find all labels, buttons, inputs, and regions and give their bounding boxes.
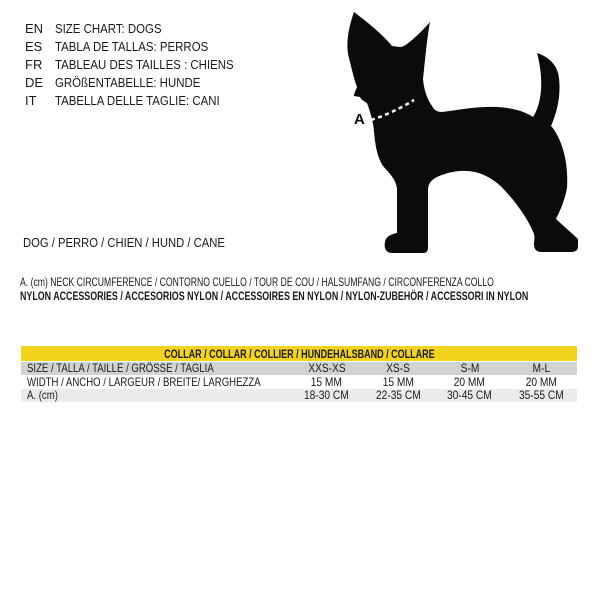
language-code: ES xyxy=(25,38,43,54)
language-code: FR xyxy=(25,56,43,72)
language-row-fr xyxy=(25,55,258,73)
language-label: GRÖßENTABELLE: HUNDE xyxy=(55,74,201,90)
language-code: EN xyxy=(25,20,44,36)
language-label: TABELLA DELLE TAGLIE: CANI xyxy=(55,92,220,108)
table-cell: 15 MM xyxy=(382,374,414,389)
table-cell: XXS-XS xyxy=(308,361,346,376)
table-row-neck xyxy=(21,388,577,402)
size-table-header xyxy=(21,346,577,361)
row-label: SIZE / TALLA / TAILLE / GRÖSSE / TAGLIA xyxy=(27,361,214,376)
table-cell: 20 MM xyxy=(525,374,557,389)
table-row-width xyxy=(21,375,577,389)
species-caption-text: DOG / PERRO / CHIEN / HUND / CANE xyxy=(23,236,225,250)
dog-body-shape xyxy=(347,12,578,253)
table-cell: 22-35 CM xyxy=(375,388,421,403)
table-cell: S-M xyxy=(460,361,480,376)
table-cell: 20 MM xyxy=(454,374,486,389)
language-row-it xyxy=(25,91,258,109)
language-label: SIZE CHART: DOGS xyxy=(55,20,162,36)
row-label: WIDTH / ANCHO / LARGEUR / BREITE/ LARGHEZZA xyxy=(27,374,261,389)
table-cell: 30-45 CM xyxy=(447,388,493,403)
measure-label-a: A xyxy=(354,111,365,128)
language-code: IT xyxy=(25,92,37,108)
row-label: A. (cm) xyxy=(27,388,58,403)
table-cell: 15 MM xyxy=(311,374,343,389)
table-row-size xyxy=(21,361,577,375)
table-cell: 18-30 CM xyxy=(304,388,350,403)
material-caption xyxy=(20,290,600,303)
material-caption-text: NYLON ACCESSORIES / ACCESORIOS NYLON / ACCESSOIRES EN NYLON / NYLON-ZUBEHÖR / ACCESSORI IN NYLON xyxy=(20,289,529,303)
table-cell: XS-S xyxy=(386,361,411,376)
size-table xyxy=(21,346,577,402)
language-code: DE xyxy=(25,74,44,90)
measurement-caption-text: A. (cm) NECK CIRCUMFERENCE / CONTORNO CUELLO / TOUR DE COU / HALSUMFANG / CIRCONFERENZA COLLO xyxy=(20,275,494,289)
species-caption xyxy=(23,237,247,250)
size-table-title: COLLAR / COLLAR / COLLIER / HUNDEHALSBAND / COLLARE xyxy=(163,346,435,361)
table-cell: M-L xyxy=(532,361,551,376)
measurement-caption xyxy=(20,276,600,289)
language-label: TABLA DE TALLAS: PERROS xyxy=(55,38,209,54)
language-row-es xyxy=(25,37,258,55)
dog-silhouette xyxy=(330,0,600,260)
table-cell: 35-55 CM xyxy=(518,388,564,403)
language-row-en xyxy=(25,19,258,37)
language-list xyxy=(25,19,258,109)
language-row-de xyxy=(25,73,258,91)
language-label: TABLEAU DES TAILLES : CHIENS xyxy=(55,56,234,72)
